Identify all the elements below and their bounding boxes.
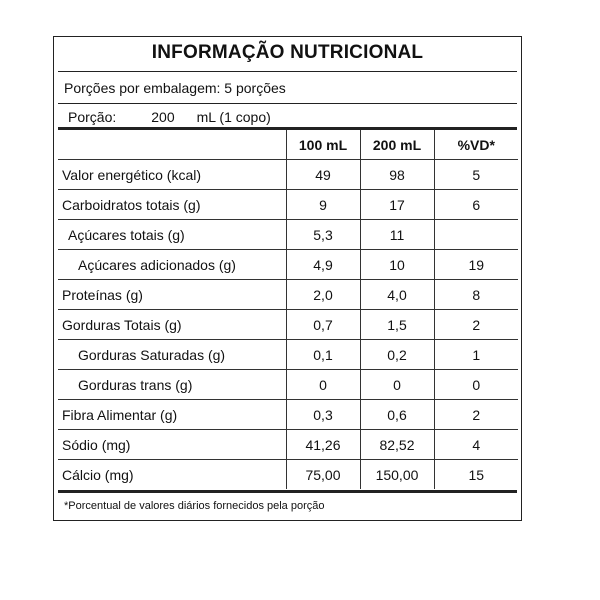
- value-vd: 2: [434, 400, 518, 430]
- portion-amount: 200: [151, 109, 175, 125]
- value-100ml: 9: [286, 190, 360, 220]
- value-100ml: 0: [286, 370, 360, 400]
- table-row: [58, 370, 518, 400]
- value-200ml: 0,2: [360, 340, 434, 370]
- table-row: [58, 430, 518, 460]
- value-vd: [434, 220, 518, 250]
- table-row: [58, 460, 518, 490]
- value-100ml: 2,0: [286, 280, 360, 310]
- value-200ml: 10: [360, 250, 434, 280]
- nutrient-name: Carboidratos totais (g): [58, 190, 286, 220]
- value-100ml: 5,3: [286, 220, 360, 250]
- table-row: [58, 340, 518, 370]
- nutrient-name: Proteínas (g): [58, 280, 286, 310]
- nutrient-name: Cálcio (mg): [62, 466, 134, 483]
- value-200ml: 98: [360, 160, 434, 190]
- value-vd: 4: [434, 430, 518, 460]
- nutrient-name: Açúcares totais (g): [58, 220, 286, 250]
- value-200ml: 150,00: [360, 460, 434, 490]
- nutrient-name: Valor energético (kcal): [58, 160, 286, 190]
- value-200ml: 0,6: [360, 400, 434, 430]
- servings-divider: [58, 103, 517, 104]
- nutrient-name: Fibra Alimentar (g): [58, 400, 286, 430]
- value-200ml: 4,0: [360, 280, 434, 310]
- value-200ml: 17: [360, 190, 434, 220]
- value-vd: 8: [434, 280, 518, 310]
- value-vd: 2: [434, 310, 518, 340]
- table-row: [58, 190, 518, 220]
- value-200ml: 11: [360, 220, 434, 250]
- nutrition-table: [58, 130, 518, 489]
- value-100ml: 0,1: [286, 340, 360, 370]
- nutrition-facts-label: [53, 36, 522, 521]
- nutrient-name: Gorduras Saturadas (g): [58, 340, 286, 370]
- table-row: [58, 280, 518, 310]
- table-row: [58, 250, 518, 280]
- header-200ml: 200 mL: [360, 130, 434, 160]
- value-vd: 0: [434, 370, 518, 400]
- value-200ml: 1,5: [360, 310, 434, 340]
- nutrient-name: Gorduras Totais (g): [58, 310, 286, 340]
- value-200ml: 82,52: [360, 430, 434, 460]
- value-200ml: 0: [360, 370, 434, 400]
- label-title: INFORMAÇÃO NUTRICIONAL: [151, 42, 424, 63]
- servings-per-package: Porções por embalagem: 5 porções: [64, 80, 286, 96]
- value-100ml: 41,26: [286, 430, 360, 460]
- footnote: *Porcentual de valores diários fornecidos pela porção: [64, 500, 325, 512]
- title-divider: [58, 71, 517, 72]
- value-100ml: 4,9: [286, 250, 360, 280]
- nutrient-name: Gorduras trans (g): [58, 370, 286, 400]
- table-row: [58, 220, 518, 250]
- table-row: [58, 160, 518, 190]
- portion-line: [68, 109, 271, 125]
- portion-label: Porção:: [68, 109, 117, 125]
- value-vd: 6: [434, 190, 518, 220]
- value-100ml: 75,00: [286, 460, 360, 490]
- header-vd: %VD*: [434, 130, 518, 160]
- footnote-divider: [58, 490, 517, 493]
- portion-unit: mL (1 copo): [196, 109, 271, 125]
- value-vd: 5: [434, 160, 518, 190]
- table-header-row: [58, 130, 518, 160]
- value-vd: 15: [434, 460, 518, 490]
- value-vd: 1: [434, 340, 518, 370]
- nutrient-name: Açúcares adicionados (g): [58, 250, 286, 280]
- value-100ml: 0,3: [286, 400, 360, 430]
- table-row: [58, 400, 518, 430]
- table-row: [58, 310, 518, 340]
- value-100ml: 49: [286, 160, 360, 190]
- value-vd: 19: [434, 250, 518, 280]
- header-100ml: 100 mL: [286, 130, 360, 160]
- header-nutrient: [58, 130, 286, 160]
- value-100ml: 0,7: [286, 310, 360, 340]
- nutrient-name: Sódio (mg): [58, 430, 286, 460]
